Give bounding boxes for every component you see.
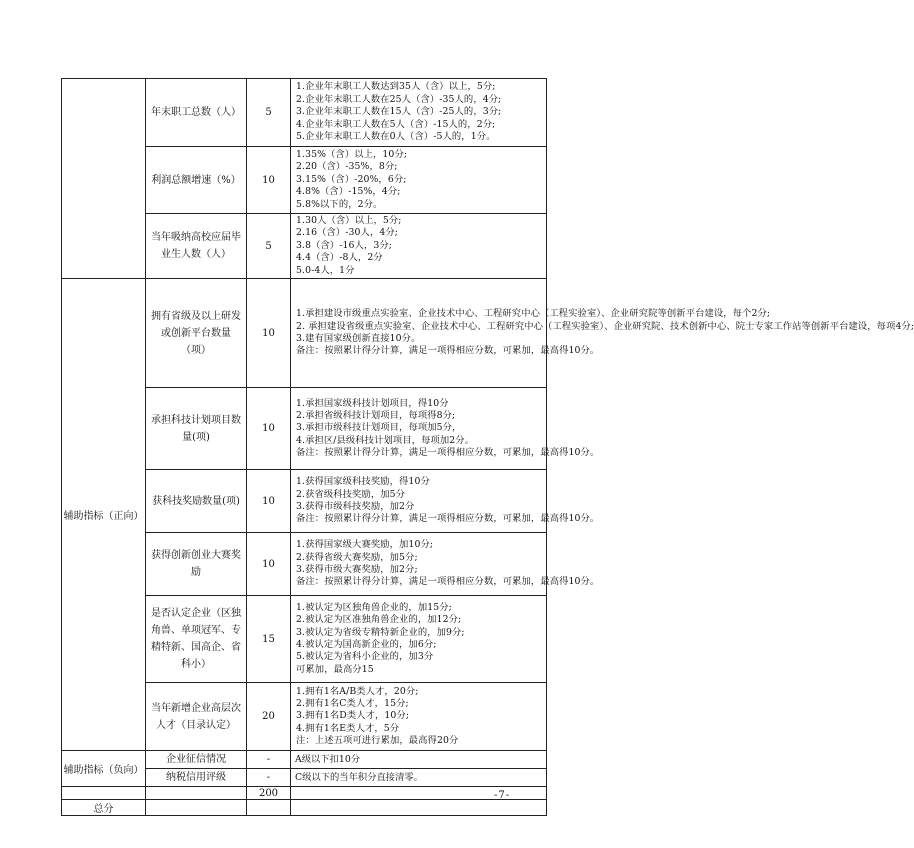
total-score-cell: 200 bbox=[247, 787, 291, 800]
table-row bbox=[62, 279, 547, 388]
indicator-cell: 企业征信情况 bbox=[146, 751, 247, 769]
criteria-line: 1.承担国家级科技计划项目，得10分 bbox=[296, 397, 449, 409]
criteria-cell: C级以下的当年积分直接清零。 bbox=[291, 769, 547, 787]
score-cell: 10 bbox=[247, 147, 291, 214]
score-cell: - bbox=[247, 751, 291, 769]
criteria-line: 1.承担建设市级重点实验室、企业技术中心、工程研究中心（工程实验室）、企业研究院等创新平台建设，每个2分; bbox=[296, 308, 771, 320]
score-cell: 5 bbox=[247, 79, 291, 147]
blank-cell bbox=[62, 787, 146, 800]
criteria-line: 2.承担省级科技计划项目，每项得8分; bbox=[296, 409, 456, 421]
criteria-cell: A级以下扣10分 bbox=[291, 751, 547, 769]
total-label-cell: 总分 bbox=[62, 800, 146, 816]
indicator-cell: 获得创新创业大赛奖励 bbox=[146, 533, 247, 596]
criteria-line: 备注：按照累计得分计算，满足一项得相应分数，可累加，最高得10分。 bbox=[296, 345, 600, 357]
score-cell: 10 bbox=[247, 470, 291, 533]
criteria-cell bbox=[291, 79, 547, 147]
criteria-line: 4.拥有1名E类人才，5分 bbox=[296, 722, 400, 734]
indicator-cell: 承担科技计划项目数量(项) bbox=[146, 388, 247, 470]
score-cell: 15 bbox=[247, 596, 291, 683]
criteria-line: 3.15%（含）-20%，6分; bbox=[296, 173, 407, 185]
criteria-line: 备注：按照累计得分计算，满足一项得相应分数，可累加，最高得10分。 bbox=[296, 447, 600, 459]
table-row bbox=[62, 751, 547, 769]
criteria-line: 可累加，最高分15 bbox=[296, 663, 374, 675]
criteria-line: 3.拥有1名D类人才，10分; bbox=[296, 710, 410, 722]
criteria-line: 2.获省级科技奖励，加5分 bbox=[296, 488, 406, 500]
criteria-line: 3.建有国家级创新直接10分。 bbox=[296, 333, 421, 345]
score-cell: - bbox=[247, 769, 291, 787]
criteria-line: 3.获得市级科技奖励，加2分 bbox=[296, 501, 415, 513]
criteria-line: 2.拥有1名C类人才，15分; bbox=[296, 697, 409, 709]
criteria-line: 5.0-4人，1分 bbox=[296, 264, 355, 276]
criteria-cell bbox=[291, 147, 547, 214]
criteria-line: 2.获得省级大赛奖励，加5分; bbox=[296, 551, 418, 563]
criteria-line: 2.16（含）-30人，4分; bbox=[296, 227, 398, 239]
criteria-line: 1.被认定为区独角兽企业的，加15分; bbox=[296, 601, 452, 613]
total-score-row bbox=[62, 787, 547, 800]
score-cell: 5 bbox=[247, 214, 291, 279]
category-cell-blank bbox=[62, 79, 146, 279]
indicator-cell: 利润总额增速（%） bbox=[146, 147, 247, 214]
indicator-cell: 纳税信用评级 bbox=[146, 769, 247, 787]
criteria-line: 1.拥有1名A/B类人才，20分; bbox=[296, 685, 419, 697]
indicator-cell: 是否认定企业（区独角兽、单项冠军、专精特新、国高企、省科小） bbox=[146, 596, 247, 683]
criteria-line: 2. 承担建设省级重点实验室、企业技术中心、工程研究中心（工程实验室）、企业研究院、技术创新中心、院士专家工作站等创新平台建设，每项4分; bbox=[296, 320, 914, 332]
criteria-line: 1.获得国家级科技奖励，得10分 bbox=[296, 476, 430, 488]
criteria-line: 3.8（含）-16人，3分; bbox=[296, 239, 392, 251]
criteria-cell bbox=[291, 683, 547, 751]
criteria-line: 4.8%（含）-15%，4分; bbox=[296, 186, 401, 198]
blank-cell bbox=[291, 800, 547, 816]
criteria-line: 3.承担市级科技计划项目，每项加5分， bbox=[296, 422, 462, 434]
criteria-cell bbox=[291, 279, 914, 388]
criteria-line: 注：上述五项可进行累加，最高得20分 bbox=[296, 735, 459, 747]
blank-cell bbox=[146, 800, 247, 816]
blank-cell bbox=[247, 800, 291, 816]
criteria-line: 3.企业年末职工人数在15人（含）-25人的，3分; bbox=[296, 106, 502, 118]
score-cell: 20 bbox=[247, 683, 291, 751]
criteria-line: 1.获得国家级大赛奖励，加10分; bbox=[296, 539, 434, 551]
scoring-table bbox=[61, 78, 914, 816]
score-cell: 10 bbox=[247, 279, 291, 388]
criteria-line: 2.企业年末职工人数在25人（含）-35人的，4分; bbox=[296, 93, 502, 105]
criteria-line: 4.4（含）-8人，2分 bbox=[296, 252, 383, 264]
criteria-line: 备注：按照累计得分计算，满足一项得相应分数，可累加，最高得10分。 bbox=[296, 513, 600, 525]
score-cell: 10 bbox=[247, 533, 291, 596]
table-row bbox=[62, 79, 547, 147]
criteria-line: 4.被认定为国高新企业的，加6分; bbox=[296, 639, 437, 651]
criteria-cell bbox=[291, 533, 600, 596]
criteria-line: 4.承担区/县级科技计划项目，每项加2分。 bbox=[296, 434, 475, 446]
total-label-row bbox=[62, 800, 547, 816]
criteria-line: 1.企业年末职工人数达到35人（含）以上，5分; bbox=[296, 81, 496, 93]
criteria-line: 5.8%以下的，2分。 bbox=[296, 198, 383, 210]
indicator-cell: 当年吸纳高校应届毕业生人数（人） bbox=[146, 214, 247, 279]
indicator-cell: 拥有省级及以上研发或创新平台数量（项） bbox=[146, 279, 247, 388]
criteria-line: 3.被认定为省级专精特新企业的，加9分; bbox=[296, 626, 465, 638]
criteria-cell bbox=[291, 388, 600, 470]
criteria-line: 2.20（含）-35%，8分; bbox=[296, 161, 398, 173]
page-number: -7- bbox=[494, 790, 511, 801]
criteria-line: 4.企业年末职工人数在5人（含）-15人的，2分; bbox=[296, 118, 496, 130]
indicator-cell: 获科技奖励数量(项) bbox=[146, 470, 247, 533]
criteria-cell bbox=[291, 596, 547, 683]
indicator-cell: 年末职工总数（人） bbox=[146, 79, 247, 147]
criteria-line: 备注：按照累计得分计算，满足一项得相应分数，可累加，最高得10分。 bbox=[296, 576, 600, 588]
criteria-line: 1.35%（含）以上，10分; bbox=[296, 148, 408, 160]
criteria-line: 5.企业年末职工人数在0人（含）-5人的，1分。 bbox=[296, 131, 496, 143]
criteria-cell bbox=[291, 214, 547, 279]
criteria-line: 3.获得市级大赛奖励，加2分; bbox=[296, 564, 418, 576]
criteria-line: 2.被认定为区准独角兽企业的，加12分; bbox=[296, 614, 462, 626]
score-cell: 10 bbox=[247, 388, 291, 470]
negative-category-cell: 辅助指标（负向） bbox=[62, 751, 146, 787]
indicator-cell: 当年新增企业高层次人才（目录认定） bbox=[146, 683, 247, 751]
criteria-line: 1.30人（含）以上，5分; bbox=[296, 215, 402, 226]
criteria-line: 5.被认定为省科小企业的，加3分 bbox=[296, 651, 434, 663]
category-cell: 辅助指标（正向） bbox=[62, 279, 146, 751]
criteria-cell bbox=[291, 470, 600, 533]
blank-cell bbox=[146, 787, 247, 800]
